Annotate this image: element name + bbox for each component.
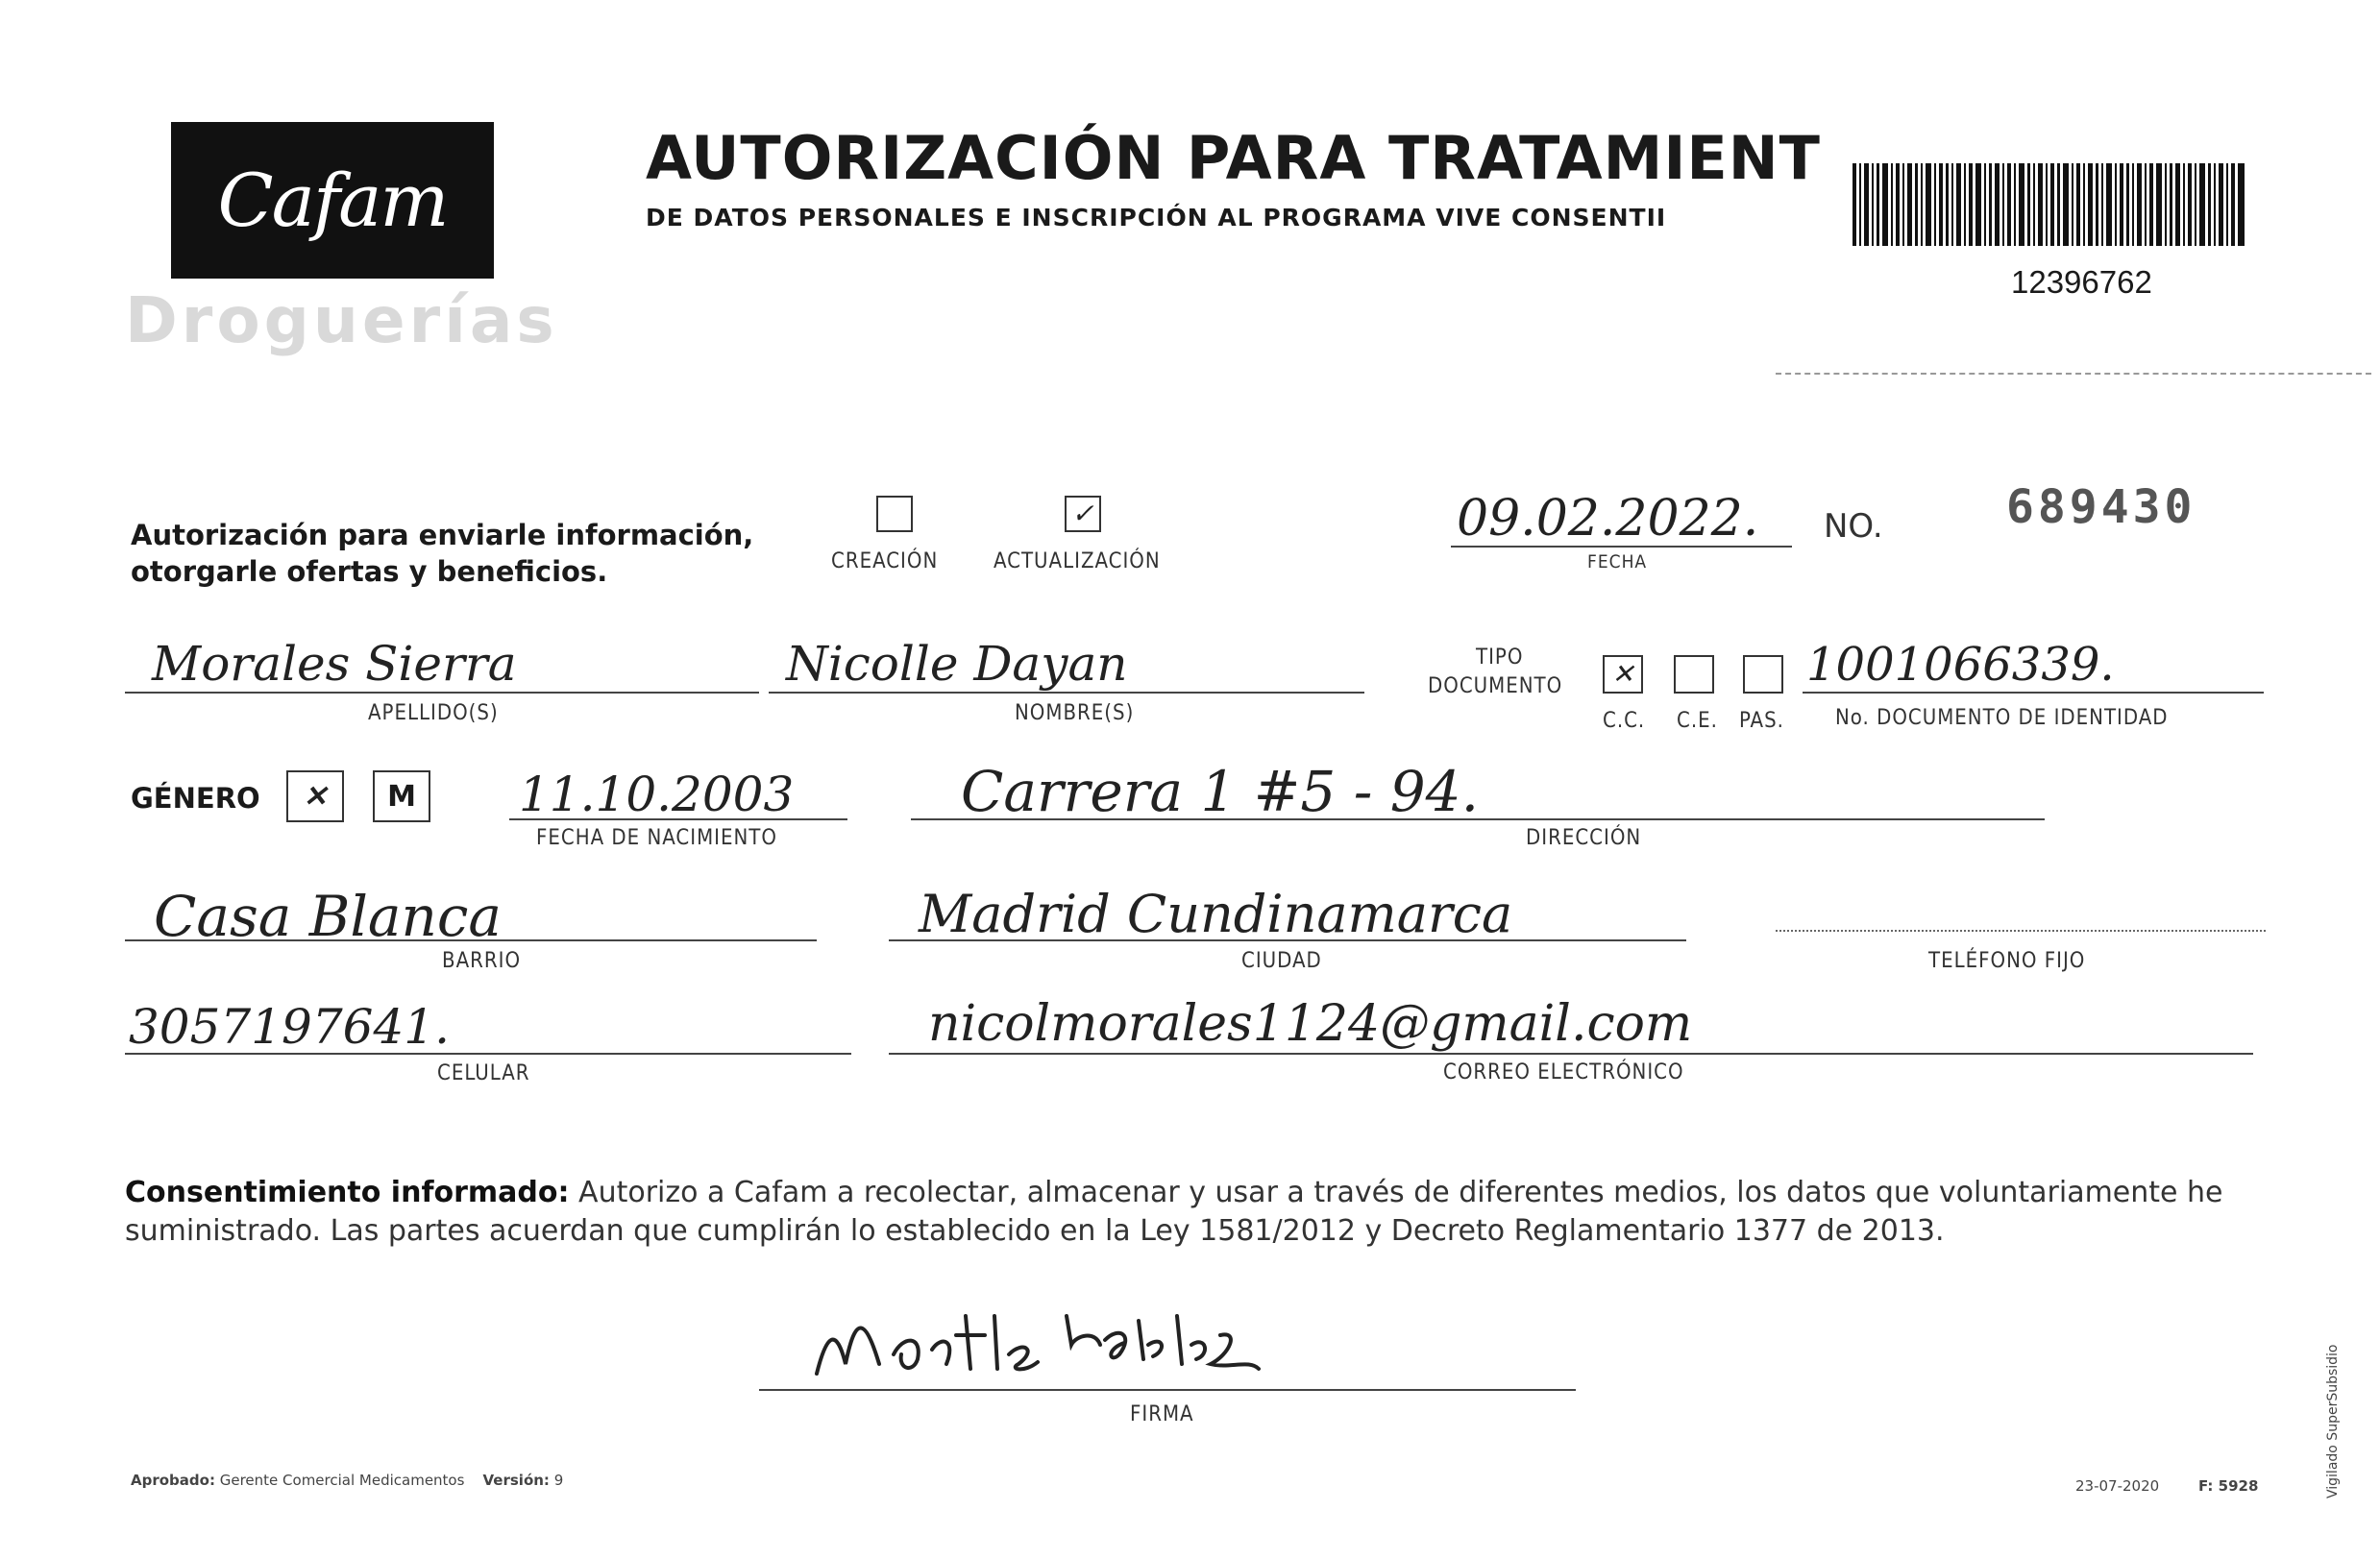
nacimiento-label: FECHA DE NACIMIENTO (536, 826, 777, 850)
apellidos-value[interactable]: Morales Sierra (152, 636, 517, 692)
pas-checkbox[interactable] (1743, 655, 1783, 694)
correo-value[interactable]: nicolmorales1124@gmail.com (928, 995, 1693, 1053)
version-label: Versión: (482, 1472, 550, 1489)
creacion-label: CREACIÓN (831, 549, 939, 573)
nombres-line (769, 692, 1364, 694)
fecha-label: FECHA (1587, 551, 1648, 572)
cc-checkbox[interactable]: ✕ (1603, 655, 1643, 694)
nombres-label: NOMBRE(S) (1015, 701, 1135, 725)
form-title: AUTORIZACIÓN PARA TRATAMIENT (646, 123, 1821, 193)
side-vigilado-text: Vigilado SuperSubsidio (2325, 1344, 2341, 1498)
creacion-checkbox[interactable] (876, 496, 913, 532)
nacimiento-line (509, 818, 847, 820)
pas-label: PAS. (1739, 709, 1784, 733)
celular-label: CELULAR (437, 1061, 530, 1085)
header-dashed-line (1776, 373, 2371, 378)
direccion-line (911, 818, 2045, 820)
tipo-label: TIPO (1476, 646, 1524, 670)
signature-image (788, 1278, 1288, 1393)
aprobado-label: Aprobado: (131, 1472, 215, 1489)
actualizacion-label: ACTUALIZACIÓN (994, 549, 1161, 573)
cc-label: C.C. (1603, 709, 1646, 733)
documento-id-label: No. DOCUMENTO DE IDENTIDAD (1835, 706, 2169, 730)
genero-f-checkbox[interactable]: ✕ (286, 770, 344, 822)
aprobado-value: Gerente Comercial Medicamentos (219, 1472, 465, 1489)
nombres-value[interactable]: Nicolle Dayan (786, 636, 1128, 692)
direccion-label: DIRECCIÓN (1526, 826, 1642, 850)
telefono-line[interactable] (1776, 930, 2266, 932)
barcode-number: 12396762 (2011, 264, 2152, 300)
actualizacion-checkbox[interactable]: ✓ (1065, 496, 1101, 532)
intro-line-1: Autorización para enviarle información, (131, 519, 754, 551)
genero-label: GÉNERO (131, 782, 260, 815)
footer-date: 23-07-2020 (2075, 1477, 2160, 1495)
barrio-label: BARRIO (442, 949, 522, 973)
fecha-value[interactable]: 09.02.2022. (1457, 490, 1759, 548)
footer-approval (131, 1472, 563, 1489)
footer-form-code: F: 5928 (2198, 1477, 2259, 1495)
correo-label: CORREO ELECTRÓNICO (1443, 1060, 1684, 1084)
logo-text: Cafam (217, 158, 448, 243)
apellidos-label: APELLIDO(S) (368, 701, 499, 725)
nacimiento-value[interactable]: 11.10.2003 (519, 767, 795, 822)
ce-label: C.E. (1677, 709, 1718, 733)
genero-m-checkbox[interactable]: M (373, 770, 430, 822)
ciudad-value[interactable]: Madrid Cundinamarca (919, 884, 1513, 944)
ciudad-label: CIUDAD (1241, 949, 1322, 973)
firma-line (759, 1389, 1576, 1391)
correo-line (889, 1053, 2253, 1055)
form-number: 689430 (2006, 480, 2196, 534)
apellidos-line (125, 692, 759, 694)
fecha-line (1451, 546, 1792, 548)
no-label: NO. (1824, 507, 1883, 546)
barrio-value[interactable]: Casa Blanca (154, 884, 502, 949)
direccion-value[interactable]: Carrera 1 #5 - 94. (961, 759, 1480, 824)
barrio-line (125, 939, 817, 941)
celular-line (125, 1053, 851, 1055)
logo-subtitle: Droguerías (125, 283, 558, 357)
consent-lead: Consentimiento informado: (125, 1176, 570, 1209)
documento-line (1803, 692, 2264, 694)
cafam-logo (171, 122, 494, 279)
telefono-label: TELÉFONO FIJO (1928, 949, 2086, 973)
documento-value[interactable]: 1001066339. (1806, 638, 2115, 692)
version-value: 9 (553, 1472, 564, 1489)
ce-checkbox[interactable] (1674, 655, 1714, 694)
documento-label: DOCUMENTO (1428, 674, 1563, 698)
intro-line-2: otorgarle ofertas y beneficios. (131, 555, 608, 588)
firma-label: FIRMA (1130, 1402, 1194, 1426)
consent-paragraph (125, 1174, 2258, 1251)
celular-value[interactable]: 3057197641. (129, 999, 451, 1055)
barcode (1852, 163, 2245, 246)
ciudad-line (889, 939, 1686, 941)
consent-text: Autorizo a Cafam a recolectar, almacenar y usar a través de diferentes medios, los datos que voluntariamente he suministrado. Las partes acuerdan que cumplirán lo establecido en la Ley 1581/2012 y Decreto Reglamentario 1377 de 2013. (125, 1176, 2223, 1248)
form-subtitle: DE DATOS PERSONALES E INSCRIPCIÓN AL PROGRAMA VIVE CONSENTII (646, 204, 1667, 231)
